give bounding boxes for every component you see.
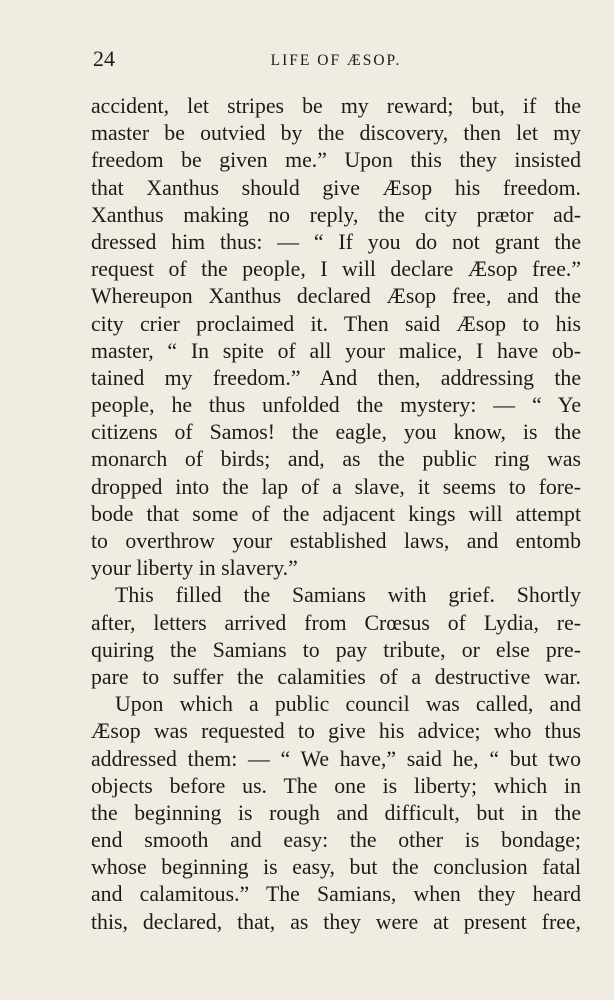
text-line: after, letters arrived from Crœsus of Lydia, re- bbox=[91, 610, 581, 635]
text-line: people, he thus unfolded the mystery: — “ Ye bbox=[91, 393, 581, 418]
text-line: request of the people, I will declare Æsop free.” bbox=[91, 257, 581, 282]
text-line: and calamitous.” The Samians, when they heard bbox=[91, 882, 581, 907]
text-line: this, declared, that, as they were at present free, bbox=[91, 909, 581, 934]
text-line: master, “ In spite of all your malice, I have ob- bbox=[91, 338, 581, 363]
text-line: objects before us. The one is liberty; which in bbox=[91, 773, 581, 798]
text-line: quiring the Samians to pay tribute, or else pre- bbox=[91, 637, 581, 662]
page-number: 24 bbox=[93, 46, 115, 71]
text-line: the beginning is rough and difficult, but in the bbox=[91, 800, 581, 825]
text-line: dressed him thus: — “ If you do not grant the bbox=[91, 229, 581, 254]
paragraph-start-line: Upon which a public council was called, and bbox=[115, 692, 581, 717]
page-header bbox=[90, 46, 582, 76]
paragraph-end-line: pare to suffer the calamities of a destructive war. bbox=[91, 664, 581, 689]
text-line: city crier proclaimed it. Then said Æsop to his bbox=[91, 311, 581, 336]
text-line: master be outvied by the discovery, then let my bbox=[91, 121, 581, 146]
text-line: to overthrow your established laws, and entomb bbox=[91, 529, 581, 553]
paragraph-end-line: your liberty in slavery.” bbox=[91, 556, 298, 581]
text-line: Xanthus making no reply, the city prætor ad- bbox=[91, 202, 581, 227]
text-line: accident, let stripes be my reward; but, if the bbox=[91, 94, 581, 118]
text-line: Whereupon Xanthus declared Æsop free, and the bbox=[91, 284, 581, 309]
running-head: LIFE OF ÆSOP. bbox=[270, 52, 402, 69]
text-line: Æsop was requested to give his advice; who thus bbox=[91, 719, 581, 744]
text-line: monarch of birds; and, as the public ring was bbox=[91, 447, 581, 472]
body-text bbox=[91, 93, 581, 936]
text-line: whose beginning is easy, but the conclusion fatal bbox=[91, 855, 581, 880]
text-line: dropped into the lap of a slave, it seems to fore- bbox=[91, 474, 581, 499]
text-line: citizens of Samos! the eagle, you know, is the bbox=[91, 420, 581, 445]
text-line: end smooth and easy: the other is bondage; bbox=[91, 828, 581, 853]
text-line: bode that some of the adjacent kings will attempt bbox=[91, 501, 581, 526]
text-line: that Xanthus should give Æsop his freedom. bbox=[91, 175, 581, 200]
paragraph-start-line: This filled the Samians with grief. Shortly bbox=[115, 583, 581, 608]
text-line: tained my freedom.” And then, addressing the bbox=[91, 365, 581, 390]
text-line: addressed them: — “ We have,” said he, “ but two bbox=[91, 746, 581, 771]
text-line: freedom be given me.” Upon this they insisted bbox=[91, 148, 581, 173]
